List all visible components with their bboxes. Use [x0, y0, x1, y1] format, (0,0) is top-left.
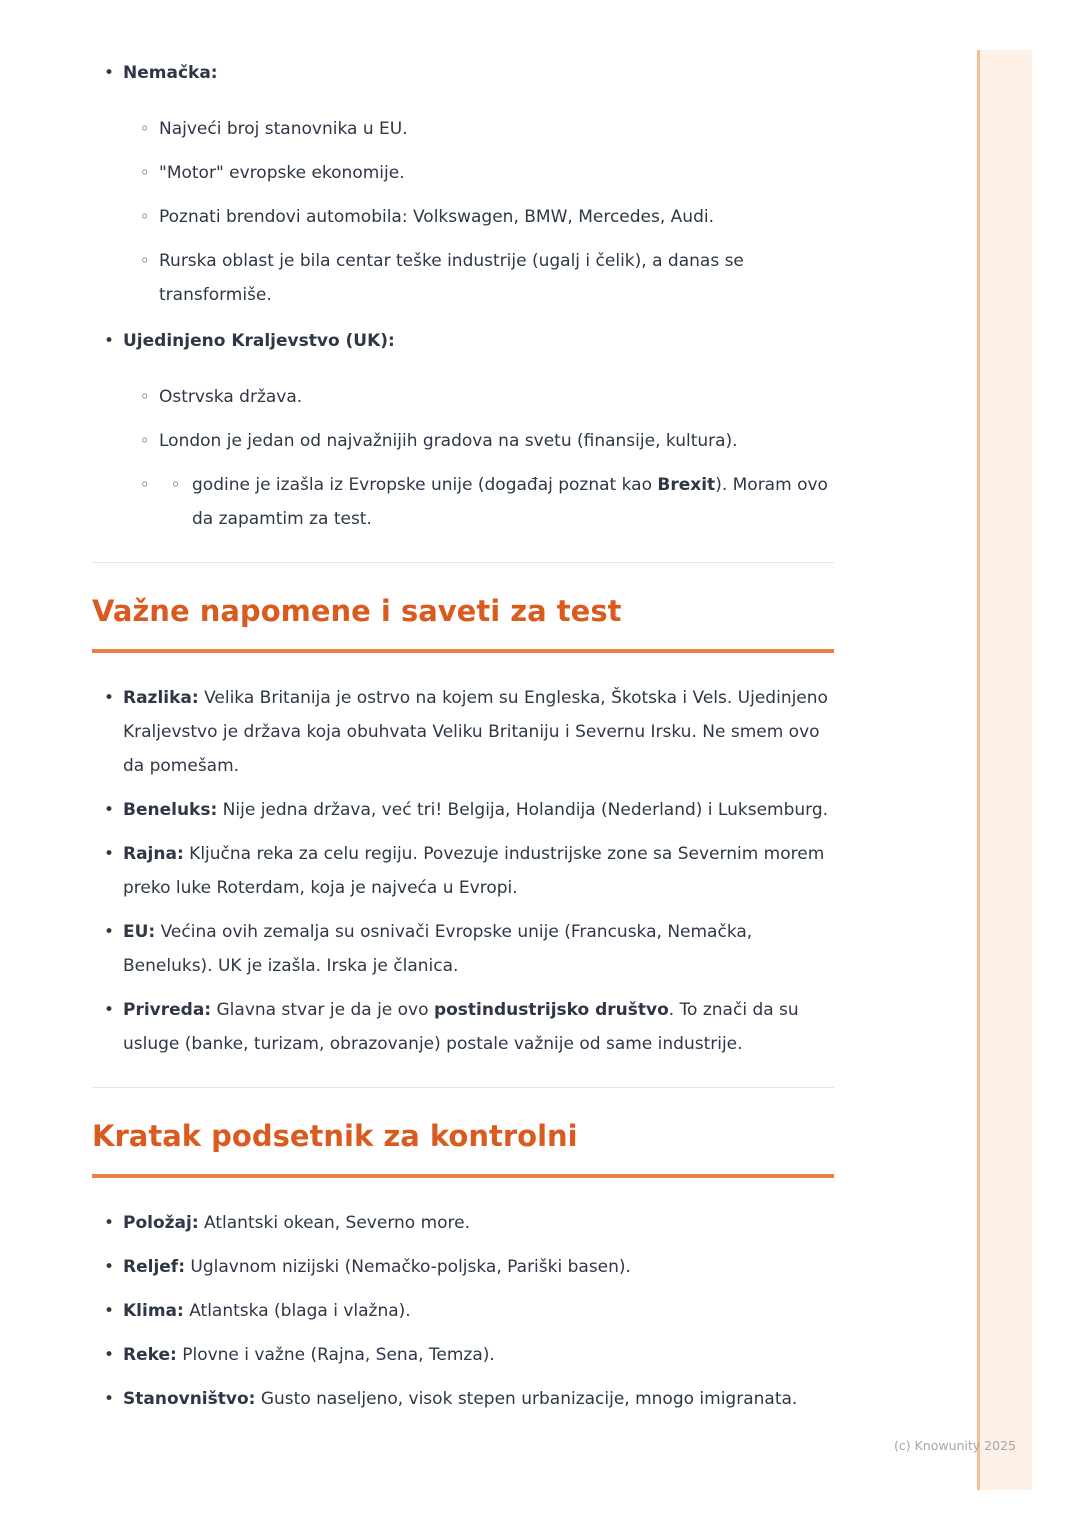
list-item: [92, 380, 834, 414]
list-item: [92, 324, 834, 358]
bullet-circle-icon: ◦: [140, 163, 150, 182]
list-item: [92, 244, 834, 312]
bullet-list: [92, 56, 834, 536]
bullet-dot-icon: •: [104, 1213, 115, 1233]
bullet-dot-icon: •: [104, 922, 115, 942]
list-item: [92, 468, 834, 536]
bullet-dot-icon: •: [104, 1345, 115, 1365]
list-item-text: Nemačka:: [123, 63, 218, 83]
list-item: [92, 1250, 834, 1284]
list-item-text: godine je izašla iz Evropske unije (događaj poznat kao Brexit). Moram ovo da zapamtim za test.: [192, 475, 828, 529]
list-item-text: Reke: Plovne i važne (Rajna, Sena, Temza).: [123, 1345, 495, 1365]
list-item-text: Ujedinjeno Kraljevstvo (UK):: [123, 331, 395, 351]
bullet-circle-icon: ◦: [140, 431, 150, 450]
list-item: [92, 915, 834, 983]
list-item-text: Reljef: Uglavnom nizijski (Nemačko-poljska, Pariški basen).: [123, 1257, 631, 1277]
list-item-text: Najveći broj stanovnika u EU.: [159, 119, 408, 139]
list-item: [92, 112, 834, 146]
copyright-note: (c) Knowunity 2025: [894, 1438, 1016, 1453]
bullet-circle-icon: ◦: [140, 251, 150, 270]
list-item-text: EU: Većina ovih zemalja su osnivači Evropske unije (Francuska, Nemačka, Beneluks). UK je izašla. Irska je članica.: [123, 922, 753, 976]
list-item-text: Razlika: Velika Britanija je ostrvo na kojem su Engleska, Škotska i Vels. Ujedinjeno Kraljevstvo je država koja obuhvata Veliku Britaniju i Severnu Irsku. Ne smem ovo da pomešam.: [123, 688, 828, 776]
bullet-circle-icon: ◦: [140, 119, 150, 138]
list-item-text: Rurska oblast je bila centar teške industrije (ugalj i čelik), a danas se transformiše.: [159, 251, 744, 305]
bullet-dot-icon: •: [104, 1000, 115, 1020]
list-item: [92, 156, 834, 190]
list-item: [92, 424, 834, 458]
list-item: [92, 681, 834, 783]
section-divider: [92, 562, 834, 563]
list-item-text: Ostrvska država.: [159, 387, 303, 407]
bullet-dot-icon: •: [104, 331, 115, 351]
list-item-text: Klima: Atlantska (blaga i vlažna).: [123, 1301, 411, 1321]
list-item-text: Beneluks: Nije jedna država, već tri! Belgija, Holandija (Nederland) i Luksemburg.: [123, 800, 829, 820]
right-margin-strip: [977, 50, 1032, 1490]
bullet-list: [92, 1206, 834, 1416]
list-item: [92, 993, 834, 1061]
list-item-text: Položaj: Atlantski okean, Severno more.: [123, 1213, 471, 1233]
list-item: [92, 1382, 834, 1416]
list-item-text: Rajna: Ključna reka za celu regiju. Povezuje industrijske zone sa Severnim morem preko luke Roterdam, koja je najveća u Evropi.: [123, 844, 825, 898]
bullet-dot-icon: •: [104, 844, 115, 864]
bullet-dot-icon: •: [104, 1389, 115, 1409]
section-heading: Kratak podsetnik za kontrolni: [92, 1119, 578, 1153]
heading-underline: [92, 649, 834, 653]
bullet-dot-icon: •: [104, 800, 115, 820]
bullet-circle-icon: ◦: [140, 475, 150, 494]
list-item-text: "Motor" evropske ekonomije.: [159, 163, 405, 183]
list-item: [92, 1338, 834, 1372]
bullet-circle-icon: ◦: [170, 475, 181, 494]
section-heading: Važne napomene i saveti za test: [92, 594, 622, 628]
list-item: [92, 793, 834, 827]
bullet-dot-icon: •: [104, 688, 115, 708]
list-item: [92, 1206, 834, 1240]
bullet-dot-icon: •: [104, 1257, 115, 1277]
list-item: [92, 837, 834, 905]
list-item-text: Privreda: Glavna stvar je da je ovo postindustrijsko društvo. To znači da su usluge (banke, turizam, obrazovanje) postale važnije od same industrije.: [123, 1000, 799, 1054]
bullet-dot-icon: •: [104, 1301, 115, 1321]
list-item-text: Stanovništvo: Gusto naseljeno, visok stepen urbanizacije, mnogo imigranata.: [123, 1389, 798, 1409]
list-item: [92, 200, 834, 234]
list-item-text: London je jedan od najvažnijih gradova na svetu (finansije, kultura).: [159, 431, 738, 451]
list-item: [92, 1294, 834, 1328]
content-area: [92, 56, 834, 1426]
heading-underline: [92, 1174, 834, 1178]
list-item-text: Poznati brendovi automobila: Volkswagen, BMW, Mercedes, Audi.: [159, 207, 714, 227]
bullet-circle-icon: ◦: [140, 207, 150, 226]
bullet-list: [92, 681, 834, 1061]
section-divider: [92, 1087, 834, 1088]
list-item: [92, 56, 834, 90]
bullet-circle-icon: ◦: [140, 387, 150, 406]
bullet-dot-icon: •: [104, 63, 115, 83]
